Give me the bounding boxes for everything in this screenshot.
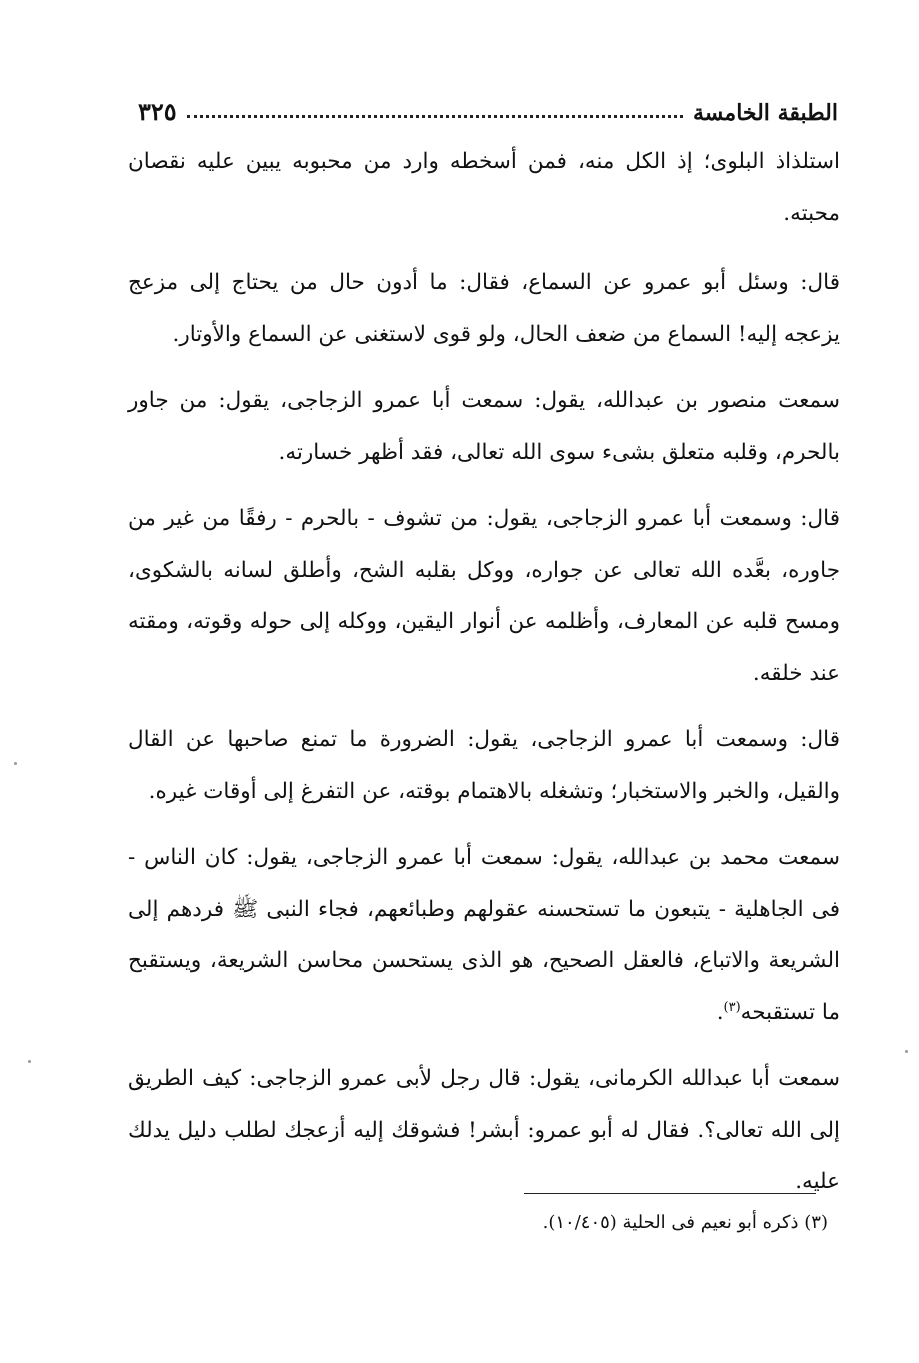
paragraph-text: سمعت محمد بن عبدالله، يقول: سمعت أبا عمرو الزجاجى، يقول: كان الناس - فى الجاهلية - يتبعون ما تستحسنه عقولهم وطبائعهم، فجاء النبى ﷺ فردهم إلى الشريعة والاتباع، فالعقل الصحيح، هو الذى يستحسن محاسن الشريعة، ويستقبح ما تستقبحه (128, 845, 840, 1025)
scan-speck (905, 1050, 908, 1053)
body-text (128, 136, 840, 1223)
page-number: ٣٢٥ (138, 97, 177, 126)
footnote-divider (524, 1193, 816, 1194)
paragraph-end-period: . (716, 999, 724, 1025)
footnote: (٣) ذكره أبو نعيم فى الحلية (١٠/٤٠٥). (542, 1212, 828, 1233)
running-header (138, 92, 838, 126)
paragraph: قال: وسئل أبو عمرو عن السماع، فقال: ما أدون حال من يحتاج إلى مزعج يزعجه إليه! السماع من ضعف الحال، ولو قوى لاستغنى عن السماع والأوتار. (128, 270, 840, 347)
paragraph: استلذاذ البلوى؛ إذ الكل منه، فمن أسخطه وارد من محبوبه يبين عليه نقصان محبته. (128, 149, 840, 226)
paragraph: قال: وسمعت أبا عمرو الزجاجى، يقول: من تشوف - بالحرم - رفقًا من غير من جاوره، بعَّده الله تعالى عن جواره، ووكل بقلبه الشح، وأطلق لسانه بالشكوى، ومسح قلبه عن المعارف، وأظلمه عن أنوار اليقين، ووكله إلى حوله وقوته، ومقته عند خلقه. (128, 506, 840, 686)
footnote-reference: (٣) (723, 999, 741, 1015)
scan-speck (28, 1060, 31, 1063)
paragraph-with-note (128, 832, 840, 1038)
dotted-leader (187, 115, 683, 118)
scan-speck (14, 762, 17, 765)
paragraph: سمعت منصور بن عبدالله، يقول: سمعت أبا عمرو الزجاجى، يقول: من جاور بالحرم، وقلبه متعلق بشىء سوى الله تعالى، فقد أظهر خسارته. (128, 388, 840, 465)
paragraph: قال: وسمعت أبا عمرو الزجاجى، يقول: الضرورة ما تمنع صاحبها عن القال والقيل، والخبر والاستخبار؛ وتشغله بالاهتمام بوقته، عن التفرغ إلى أوقات غيره. (128, 727, 840, 804)
chapter-title: الطبقة الخامسة (692, 100, 838, 126)
paragraph: سمعت أبا عبدالله الكرمانى، يقول: قال رجل لأبى عمرو الزجاجى: كيف الطريق إلى الله تعالى؟. فقال له أبو عمرو: أبشر! فشوقك إليه أزعجك لطلب دليل يدلك عليه. (128, 1066, 840, 1194)
